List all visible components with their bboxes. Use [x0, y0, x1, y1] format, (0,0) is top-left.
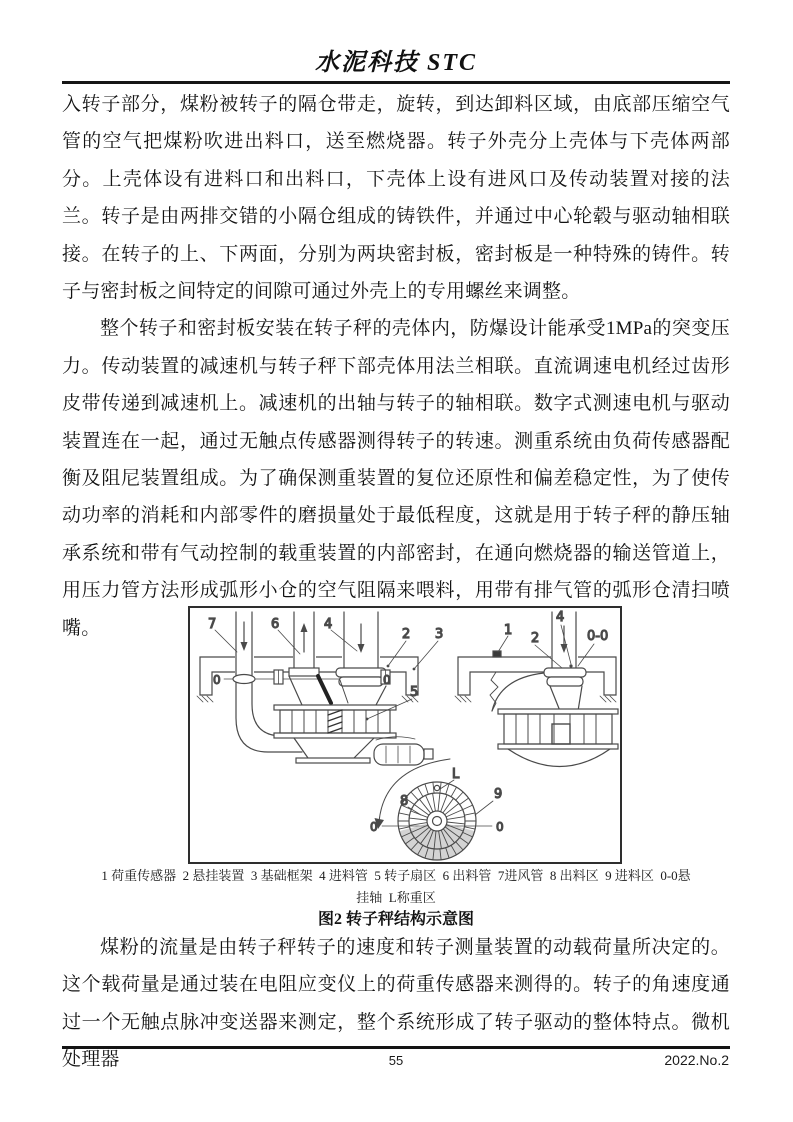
paragraph-3: 煤粉的流量是由转子秤转子的速度和转子测量装置的动载荷量所决定的。这个载荷量是通过装在电阻应变仪上的荷重传感器来测得的。转子的角速度通过一个无触点脉冲变送器来测定，整个系统形成了转子驱动的整体特点。微机处理器: [62, 937, 730, 1071]
fig-label-2: 2: [402, 627, 411, 642]
fig-label-2-right: 2: [531, 631, 540, 646]
drive-unit: [374, 744, 424, 765]
feed-pipe-collar: [339, 677, 383, 686]
paragraph-1: 入转子部分，煤粉被转子的隔仓带走，旋转，到达卸料区域，由底部压缩空气管的空气把煤粉吹进出料口，送至燃烧器。转子外壳分上壳体与下壳体两部分。上壳体设有进料口和出料口，下壳体上设有进风口及传动装置对接的法兰。转子是由两排交错的小隔仓组成的铸铁件，并通过中心轮毂与驱动轴相联接。在转子的上、下两面，分别为两块密封板，密封板是一种特殊的铸件。转子与密封板之间特定的间隙可通过外壳上的专用螺丝来调整。: [62, 94, 730, 303]
ground-hatch-icon: [600, 696, 616, 702]
fig-label-0-right: 0: [383, 673, 391, 687]
figure-title: 图2 转子秤结构示意图: [317, 911, 474, 928]
right-foundation-frame: [458, 657, 616, 695]
discharge-chute: [294, 738, 374, 758]
outlet-flange: [296, 758, 370, 763]
drum-window: [552, 724, 570, 744]
drum-flange: [274, 733, 396, 738]
drum-flange: [274, 705, 396, 710]
fig-label-L: L: [452, 767, 460, 782]
rotor-wheel-view: [370, 759, 504, 860]
issue-label: 2022.No.2: [664, 1052, 729, 1068]
leader-lines: [498, 625, 594, 668]
figure-caption-line-1: 1 荷重传感器 2 悬挂装置 3 基础框架 4 进料管 5 转子扇区 6 出料管 7进风管 8 出料区 9 进料区 0-0悬: [101, 868, 691, 883]
drum-flange: [498, 709, 618, 714]
housing-bottom: [508, 749, 610, 767]
feed-pipe-collar: [336, 668, 386, 677]
hatched-cell: [328, 710, 342, 733]
journal-header-title: 水泥科技 STC: [314, 50, 477, 76]
fig-label-6: 6: [271, 617, 280, 632]
arrowhead-icon: [301, 623, 308, 632]
figure-2-box: [188, 606, 622, 864]
fig-label-8: 8: [400, 794, 409, 809]
figure-caption-line-2: 挂轴 L称重区: [356, 890, 436, 905]
fig-label-0-wheel-right: 0: [496, 820, 504, 834]
fig-label-0-left: 0: [213, 673, 221, 687]
header-rule: [62, 81, 730, 84]
ground-hatch-icon: [455, 696, 471, 702]
paragraph-2: 整个转子和密封板安装在转子秤的壳体内，防爆设计能承受1MPa的突变压力。传动装置的减速机与转子秤下部壳体用法兰相联。直流调速电机经过齿形皮带传递到减速机上。减速机的出轴与转子的轴相联。数字式测速电机与驱动装置连在一起，通过无触点传感器测得转子的转速。测重系统由负荷传感器配衡及阻尼装置组成。为了确保测重装置的复位还原性和偏差稳定性，为了使传动功率的消耗和内部零件的磨损量处于最低程度，这就是用于转子秤的静压轴承系统和带有气动控制的载重装置的内部密封，在通向燃烧器的输送管道上，用压力管方法形成弧形小仓的空气阻隔来喂料，用带有排气管的弧形仓清扫喷嘴。: [62, 318, 730, 639]
load-cell: [493, 651, 501, 657]
fig-label-0-0: 0-0: [587, 629, 609, 644]
fig-label-9: 9: [494, 787, 503, 802]
fig-label-3: 3: [435, 627, 444, 642]
fig-label-0-wheel-left: 0: [370, 820, 378, 834]
body-text-upper: [62, 86, 730, 647]
ground-hatch-icon: [197, 696, 213, 702]
fig-label-4: 4: [324, 617, 333, 632]
housing-dome: [492, 673, 544, 711]
rotor-drum: [280, 710, 390, 733]
feed-pipe-collar: [544, 668, 586, 677]
page-number: 55: [388, 1053, 404, 1068]
rotor-scale-diagram: [190, 608, 620, 862]
left-section-view: [197, 612, 443, 765]
drum-flange: [498, 744, 618, 749]
footer-rule: [62, 1046, 730, 1049]
hopper-baffle: [318, 676, 331, 703]
fig-label-4-right: 4: [556, 610, 565, 625]
feed-pipe-collar: [547, 677, 583, 686]
arrowhead-icon: [241, 642, 248, 651]
weighing-zone-marker: [434, 785, 439, 790]
fig-label-5: 5: [410, 685, 419, 700]
pipe6-flange: [289, 668, 319, 676]
right-section-view: [455, 610, 618, 767]
wheel-axle: [433, 817, 442, 826]
drive-coupling: [424, 749, 433, 759]
hopper-walls: [550, 686, 582, 711]
pipe-ring: [233, 675, 255, 684]
fig-label-1: 1: [504, 623, 513, 638]
arrowhead-icon: [358, 644, 365, 653]
fig-label-7: 7: [208, 617, 217, 632]
